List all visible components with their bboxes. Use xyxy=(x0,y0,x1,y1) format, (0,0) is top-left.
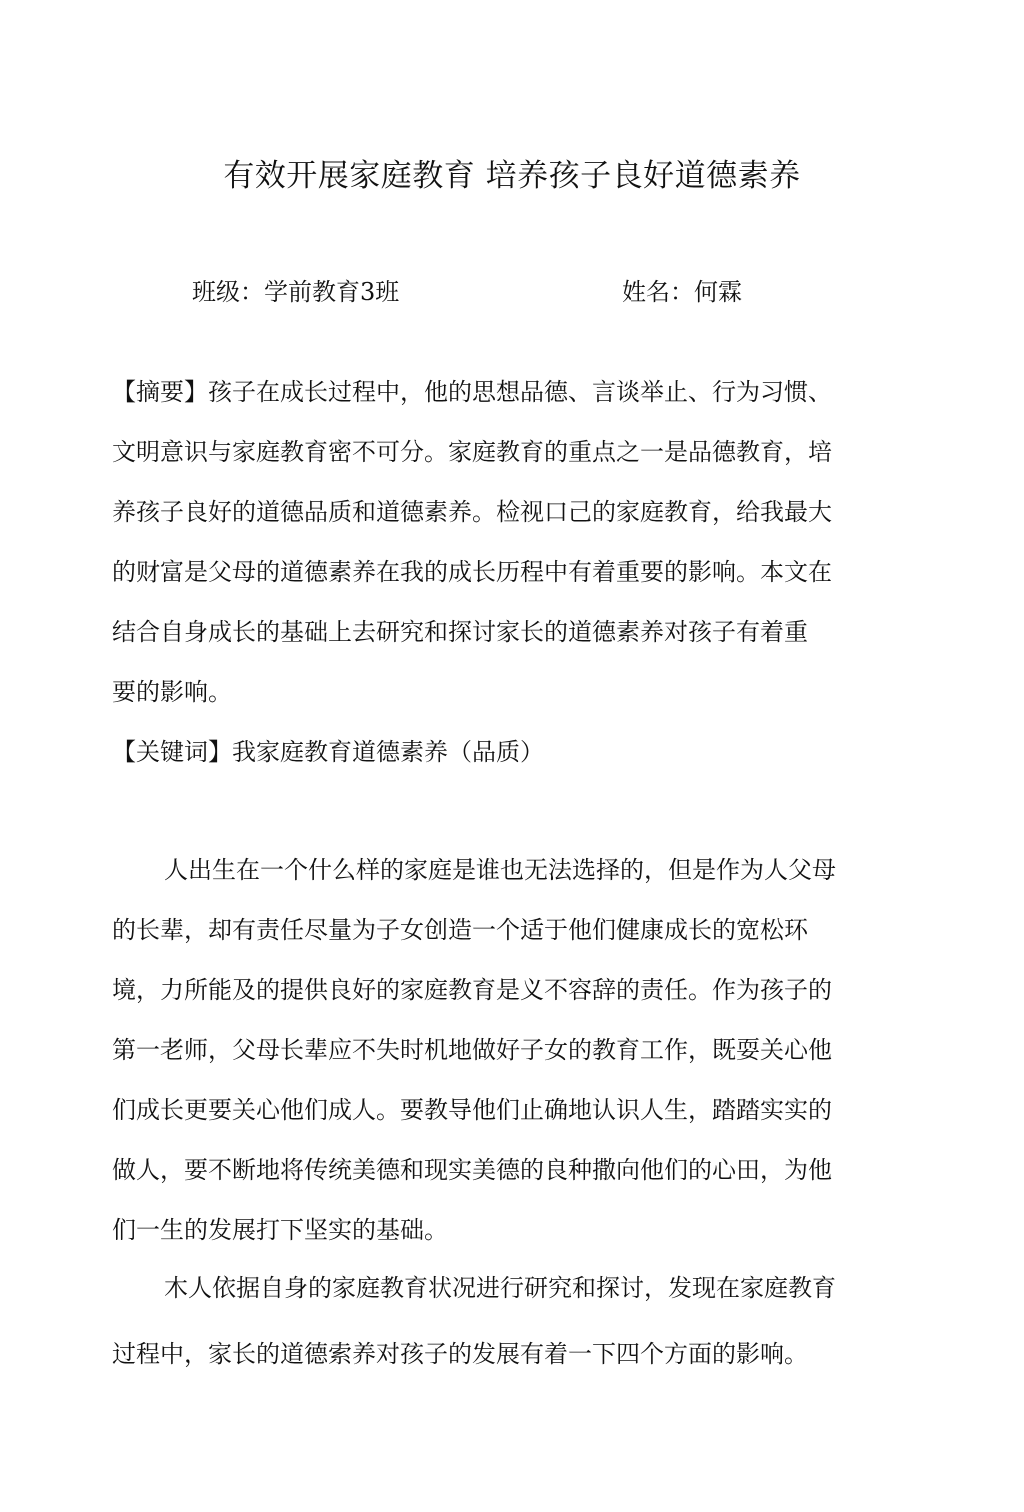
abstract-line: 结合自身成长的基础上去研究和探讨家长的道德素养对孩子有着重 xyxy=(112,618,808,646)
keywords-line: 【关键词】我家庭教育道德素养（品质） xyxy=(112,738,544,766)
abstract-line: 文明意识与家庭教育密不可分。家庭教育的重点之一是品德教育，培 xyxy=(112,438,832,466)
body-line: 做人，要不断地将传统美德和现实美德的良种撒向他们的心田，为他 xyxy=(112,1156,832,1184)
author-name: 姓名：何霖 xyxy=(622,278,742,306)
abstract-line: 【摘要】孩子在成长过程中，他的思想品德、言谈举止、行为习惯、 xyxy=(112,378,832,406)
body-line: 过程中，家长的道德索养对孩子的发展有着一下四个方面的影响。 xyxy=(112,1340,808,1368)
class-label: 班级：学前教育3班 xyxy=(192,278,400,306)
body-line: 第一老师，父母长辈应不失时机地做好子女的教育工作，既耍关心他 xyxy=(112,1036,832,1064)
body-line: 们一生的发展打下坚实的基础。 xyxy=(112,1216,448,1244)
abstract-line: 养孩子良好的道德品质和道德素养。检视口己的家庭教育，给我最大 xyxy=(112,498,832,526)
body-line: 的长辈，却有责任尽量为子女创造一个适于他们健康成长的宽松环 xyxy=(112,916,808,944)
body-line: 人出生在一个什么样的家庭是谁也无法选择的，但是作为人父母 xyxy=(164,856,836,884)
body-line: 境，力所能及的提供良好的家庭教育是义不容辞的责任。作为孩子的 xyxy=(112,976,832,1004)
page-title: 有效开展家庭教育 培养孩子良好道德素养 xyxy=(223,158,801,194)
abstract-line: 要的影响。 xyxy=(112,678,232,706)
abstract-line: 的财富是父母的道德素养在我的成长历程中有着重要的影响。本文在 xyxy=(112,558,832,586)
body-line: 木人依据自身的家庭教育状况进行研究和探讨，发现在家庭教育 xyxy=(164,1274,836,1302)
body-line: 们成长更要关心他们成人。要教导他们止确地认识人生，踏踏实实的 xyxy=(112,1096,832,1124)
